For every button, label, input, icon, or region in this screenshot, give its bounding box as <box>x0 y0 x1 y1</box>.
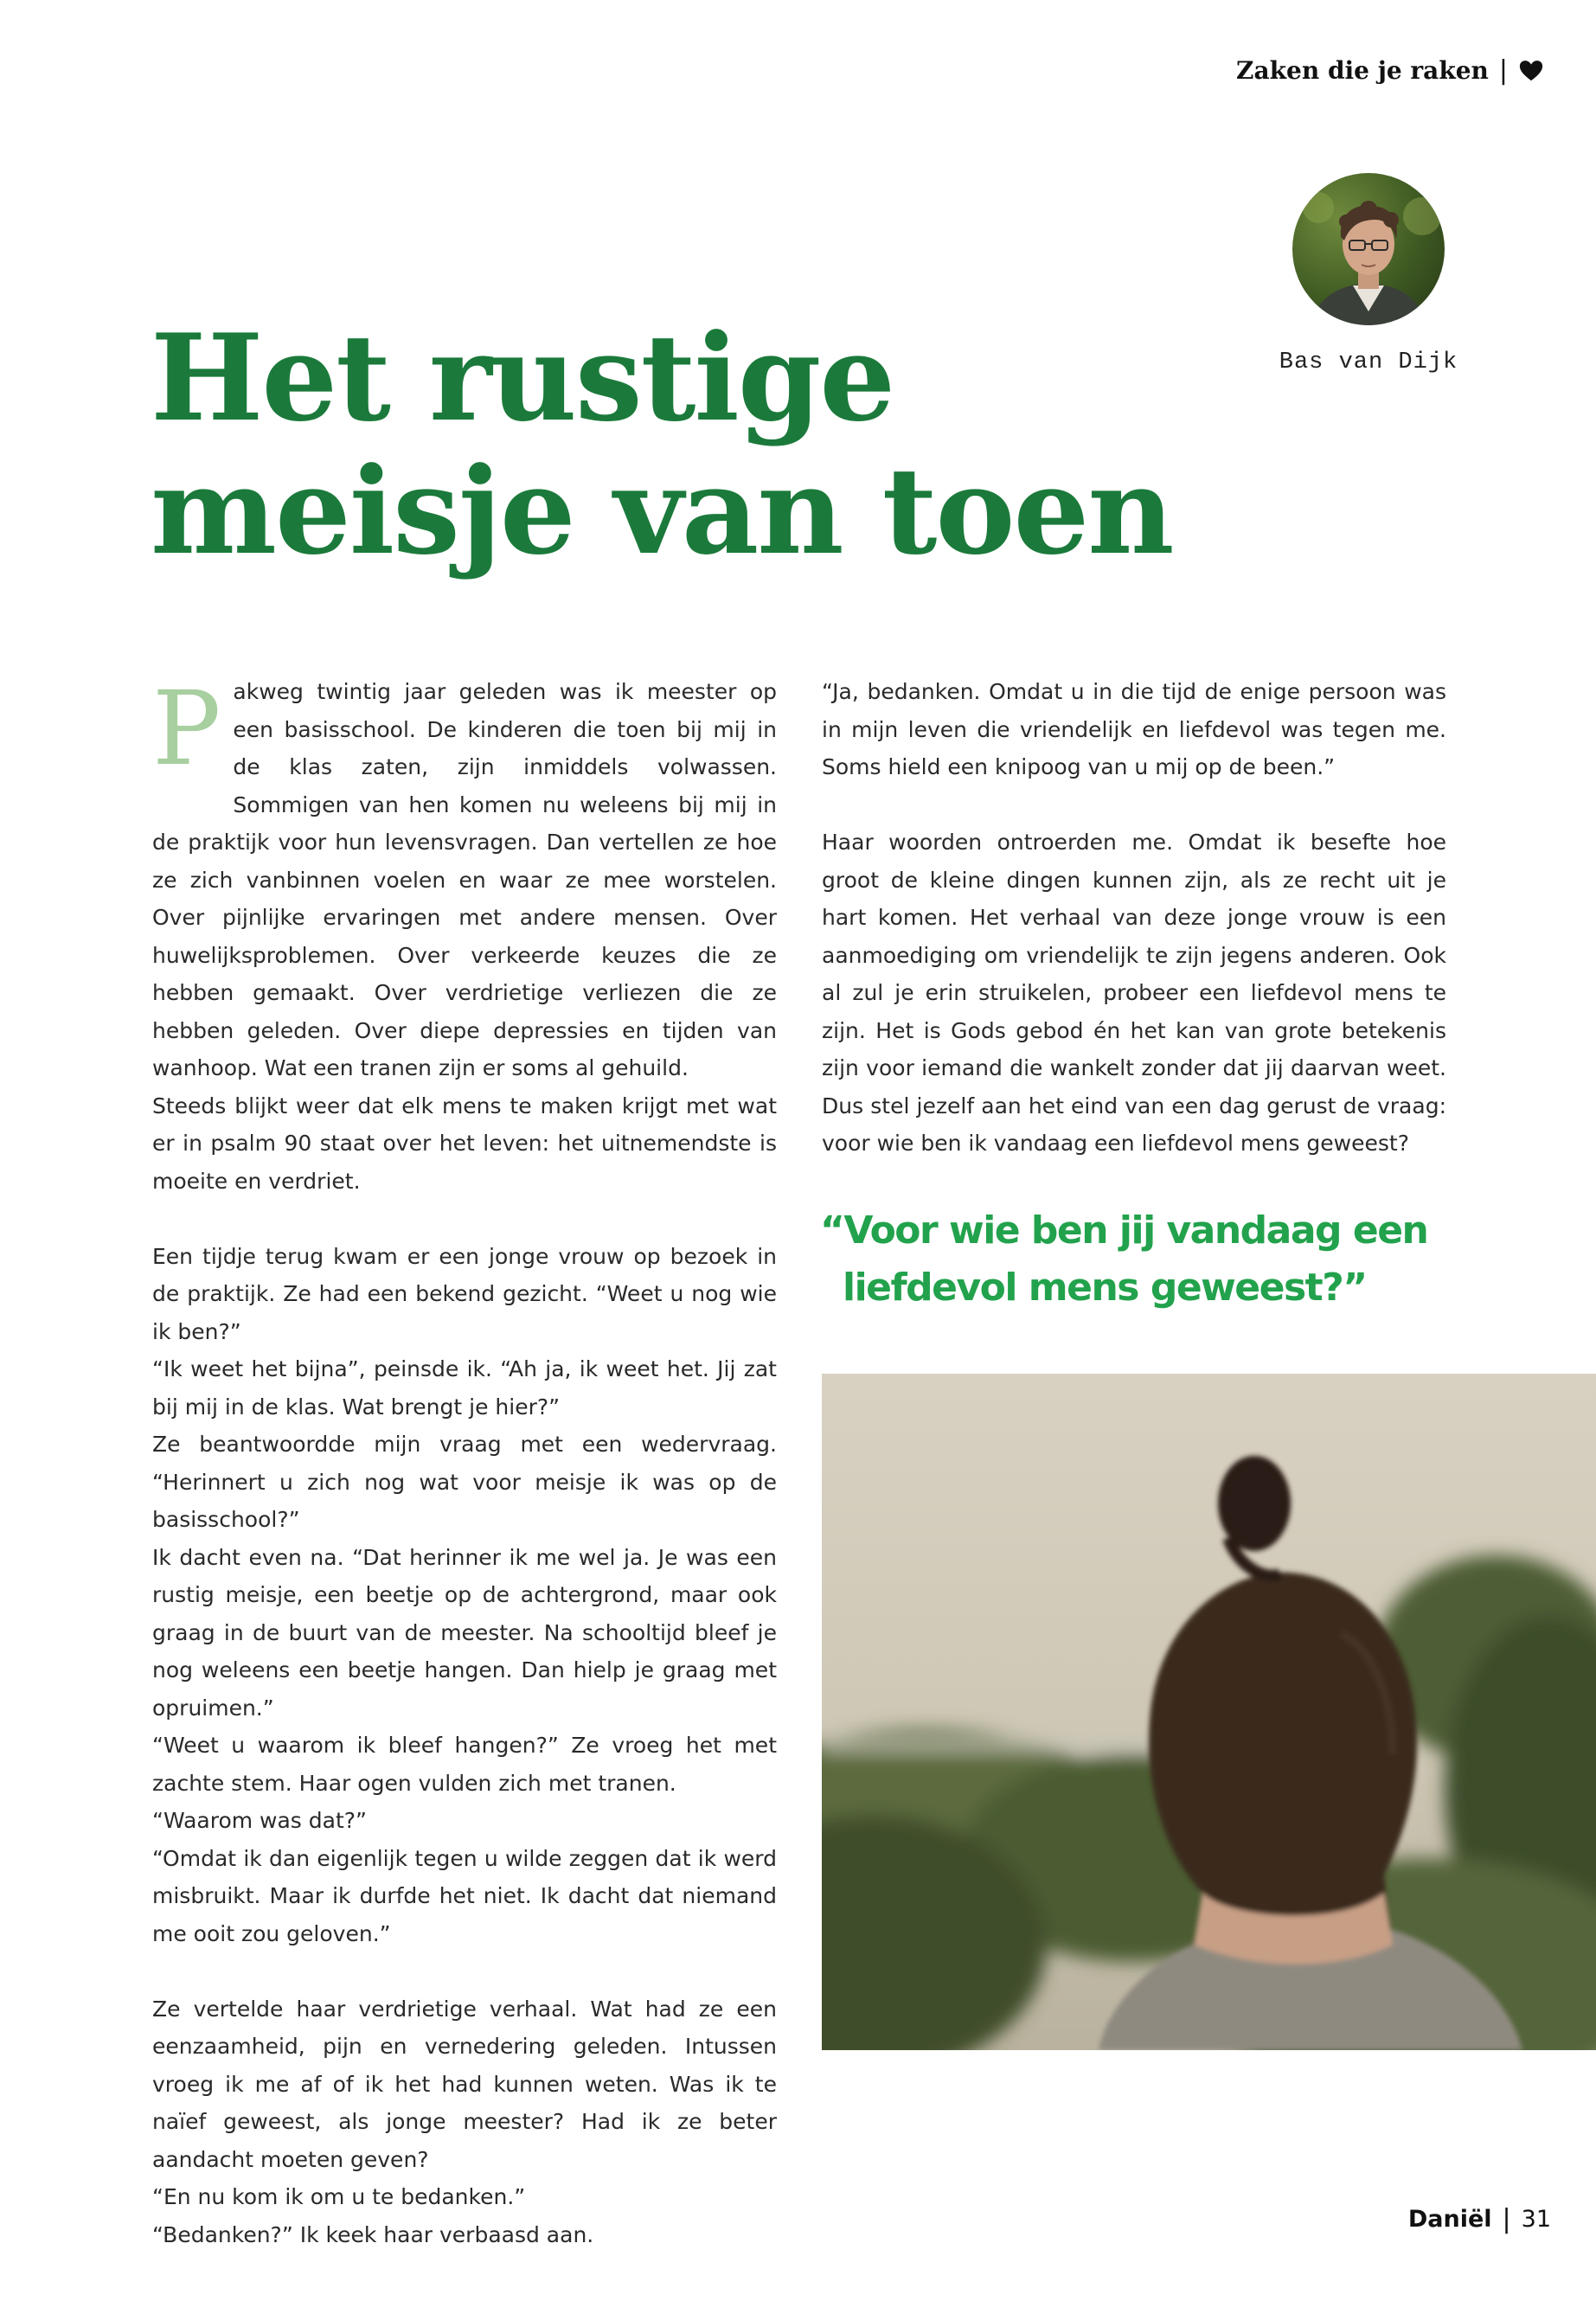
title-line-1: Het rustige <box>151 307 894 448</box>
paragraph: Steeds blijkt weer dat elk mens te maken krijgt met wat er in psalm 90 staat over het leven: het uitnemendste is moeite en verdriet. <box>152 1093 777 1194</box>
paragraph: “Ja, bedanken. Omdat u in die tijd de enige persoon was in mijn leven die vriendelijk en liefdevol was tegen me. Soms hield een knipoog van u mij op de been.” <box>822 679 1446 779</box>
section-label: Zaken die je raken <box>1236 56 1489 85</box>
footer-separator: | <box>1502 2204 1511 2234</box>
page-number: 31 <box>1521 2206 1551 2233</box>
paragraph: Ze beantwoordde mijn vraag met een wedervraag. “Herinnert u zich nog wat voor meisje ik was op de basisschool?” <box>152 1432 777 1532</box>
title-line-2: meisje van toen <box>151 440 1173 581</box>
article-column-right <box>822 673 1446 1163</box>
author-name: Bas van Dijk <box>1279 349 1458 375</box>
article-title <box>151 307 1173 581</box>
pull-quote-line-1: “Voor wie ben jij vandaag een <box>820 1208 1428 1253</box>
article-photo <box>822 1374 1596 2050</box>
author-photo <box>1292 173 1445 325</box>
paragraph: “Bedanken?” Ik keek haar verbaasd aan. <box>152 2221 594 2247</box>
paragraph: akweg twintig jaar geleden was ik meester op een basisschool. De kinderen die toen bij mij in de klas zaten, zijn inmiddels volwassen. Sommigen van hen komen nu weleens bij mij in de praktijk voor hun levensvragen. Dan vertellen ze hoe ze zich vanbinnen voelen en waar ze mee worstelen. Over pijnlijke ervaringen met andere mensen. Over huwelijksproblemen. Over verkeerde keuzes die ze hebben gemaakt. Over verdrietige verliezen die ze hebben geleden. Over diepe depressies en tijden van wanhoop. Wat een tranen zijn er soms al gehuild. <box>152 679 777 1080</box>
section-header <box>1236 55 1544 86</box>
paragraph: “Ik weet het bijna”, peinsde ik. “Ah ja, ik weet het. Jij zat bij mij in de klas. Wat brengt je hier?” <box>152 1356 777 1420</box>
pull-quote <box>820 1202 1452 1317</box>
drop-cap: P <box>152 669 221 788</box>
paragraph: Een tijdje terug kwam er een jonge vrouw op bezoek in de praktijk. Ze had een bekend gezicht. “Weet u nog wie ik ben?” <box>152 1243 777 1344</box>
page-footer <box>1408 2204 1551 2234</box>
paragraph: Ik dacht even na. “Dat herinner ik me wel ja. Je was een rustig meisje, een beetje op de achtergrond, maar ook graag in de buurt van de meester. Na schooltijd bleef je nog weleens een beetje hangen. Dan hielp je graag met opruimen.” <box>152 1544 777 1721</box>
magazine-name: Daniël <box>1407 2206 1492 2233</box>
paragraph: Haar woorden ontroerden me. Omdat ik besefte hoe groot de kleine dingen kunnen zijn, als ze recht uit je hart komen. Het verhaal van deze jonge vrouw is een aanmoediging om vriendelijk te zijn jegens anderen. Ook al zul je erin struikelen, probeer een liefdevol mens te zijn. Het is Gods gebod én het kan van grote betekenis zijn voor iemand die wankelt zonder dat jij daarvan weet. Dus stel jezelf aan het eind van een dag gerust de vraag: voor wie ben ik vandaag een liefdevol mens geweest? <box>822 830 1446 1156</box>
paragraph: “Waarom was dat?” <box>152 1808 367 1833</box>
paragraph: “Omdat ik dan eigenlijk tegen u wilde zeggen dat ik werd misbruikt. Maar ik durfde het niet. Ik dacht dat niemand me ooit zou geloven.” <box>152 1845 777 1946</box>
section-separator: | <box>1498 55 1508 86</box>
paragraph: Ze vertelde haar verdrietige verhaal. Wat had ze een eenzaamheid, pijn en vernedering geleden. Intussen vroeg ik me af of ik het had kunnen weten. Was ik te naïef geweest, als jonge meester? Had ik ze beter aandacht moeten geven? <box>152 1996 777 2172</box>
paragraph: “En nu kom ik om u te bedanken.” <box>152 2184 526 2209</box>
heart-icon <box>1518 58 1544 84</box>
paragraph: “Weet u waarom ik bleef hangen?” Ze vroeg het met zachte stem. Haar ogen vulden zich met tranen. <box>152 1733 777 1796</box>
pull-quote-line-2: liefdevol mens geweest?” <box>843 1266 1367 1310</box>
article-column-left <box>152 669 777 2253</box>
